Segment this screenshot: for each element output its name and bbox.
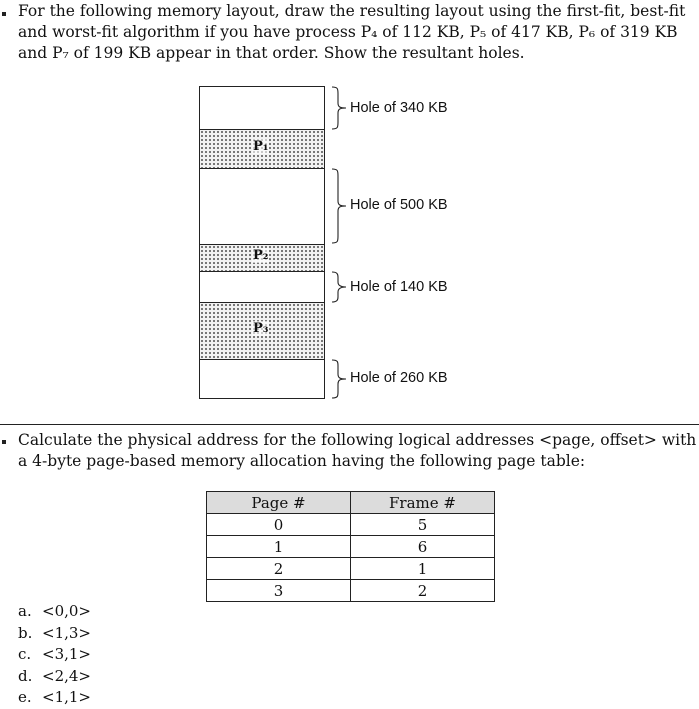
memory-process-3 bbox=[199, 302, 325, 360]
bullet-marker bbox=[2, 12, 6, 16]
frame-cell: 6 bbox=[351, 536, 495, 558]
memory-hole-1 bbox=[199, 86, 325, 130]
memory-hole-2 bbox=[199, 168, 325, 245]
option-value: <2,4> bbox=[42, 666, 91, 685]
option-letter: c. bbox=[18, 645, 32, 663]
frame-cell: 1 bbox=[351, 558, 495, 580]
hole-label-3: Hole of 140 KB bbox=[350, 279, 448, 295]
memory-process-1 bbox=[199, 129, 325, 169]
page-cell: 2 bbox=[207, 558, 351, 580]
memory-hole-4 bbox=[199, 359, 325, 399]
table-row bbox=[207, 514, 495, 536]
process-label-p1: P₁ bbox=[253, 139, 269, 154]
option-letter: e. bbox=[18, 688, 32, 706]
option-letter: a. bbox=[18, 602, 32, 620]
memory-process-2 bbox=[199, 244, 325, 272]
answer-options-list bbox=[18, 601, 91, 709]
hole-label-1: Hole of 340 KB bbox=[350, 100, 448, 116]
page-cell: 1 bbox=[207, 536, 351, 558]
brace-icon bbox=[330, 359, 350, 399]
bullet-marker bbox=[2, 440, 6, 444]
hole-label-4: Hole of 260 KB bbox=[350, 370, 448, 386]
option-value: <1,3> bbox=[42, 623, 91, 642]
frame-column-header: Frame # bbox=[351, 492, 495, 514]
option-value: <0,0> bbox=[42, 602, 91, 620]
brace-icon bbox=[330, 86, 350, 130]
table-row bbox=[207, 580, 495, 602]
table-row bbox=[207, 536, 495, 558]
process-label-p3: P₃ bbox=[253, 321, 269, 336]
table-row bbox=[207, 558, 495, 580]
option-value: <1,1> bbox=[42, 688, 91, 706]
list-item bbox=[18, 601, 91, 623]
frame-cell: 5 bbox=[351, 514, 495, 536]
list-item bbox=[18, 687, 91, 709]
list-item bbox=[18, 623, 91, 645]
option-letter: b. bbox=[18, 623, 33, 642]
page-cell: 3 bbox=[207, 580, 351, 602]
option-value: <3,1> bbox=[42, 645, 91, 663]
option-letter: d. bbox=[18, 666, 33, 685]
brace-icon bbox=[330, 271, 350, 303]
frame-cell: 2 bbox=[351, 580, 495, 602]
list-item bbox=[18, 666, 91, 688]
page-table bbox=[206, 491, 495, 602]
question-2-text: Calculate the physical address for the following logical addresses <page, offset> with a 4-byte page-based memory allocation having the following page table: bbox=[18, 431, 697, 470]
hole-label-2: Hole of 500 KB bbox=[350, 197, 448, 213]
list-item bbox=[18, 644, 91, 666]
process-label-p2: P₂ bbox=[253, 248, 269, 263]
page-cell: 0 bbox=[207, 514, 351, 536]
memory-hole-3 bbox=[199, 271, 325, 303]
question-1-text: For the following memory layout, draw the resulting layout using the first-fit, best-fit and worst-fit algorithm if you have process P₄ of 112 KB, P₅ of 417 KB, P₆ of 319 KB and P₇ of 199 KB appear in that order. Show the resultant holes. bbox=[18, 2, 686, 62]
brace-icon bbox=[330, 168, 350, 244]
section-divider bbox=[0, 424, 699, 425]
page-column-header: Page # bbox=[207, 492, 351, 514]
